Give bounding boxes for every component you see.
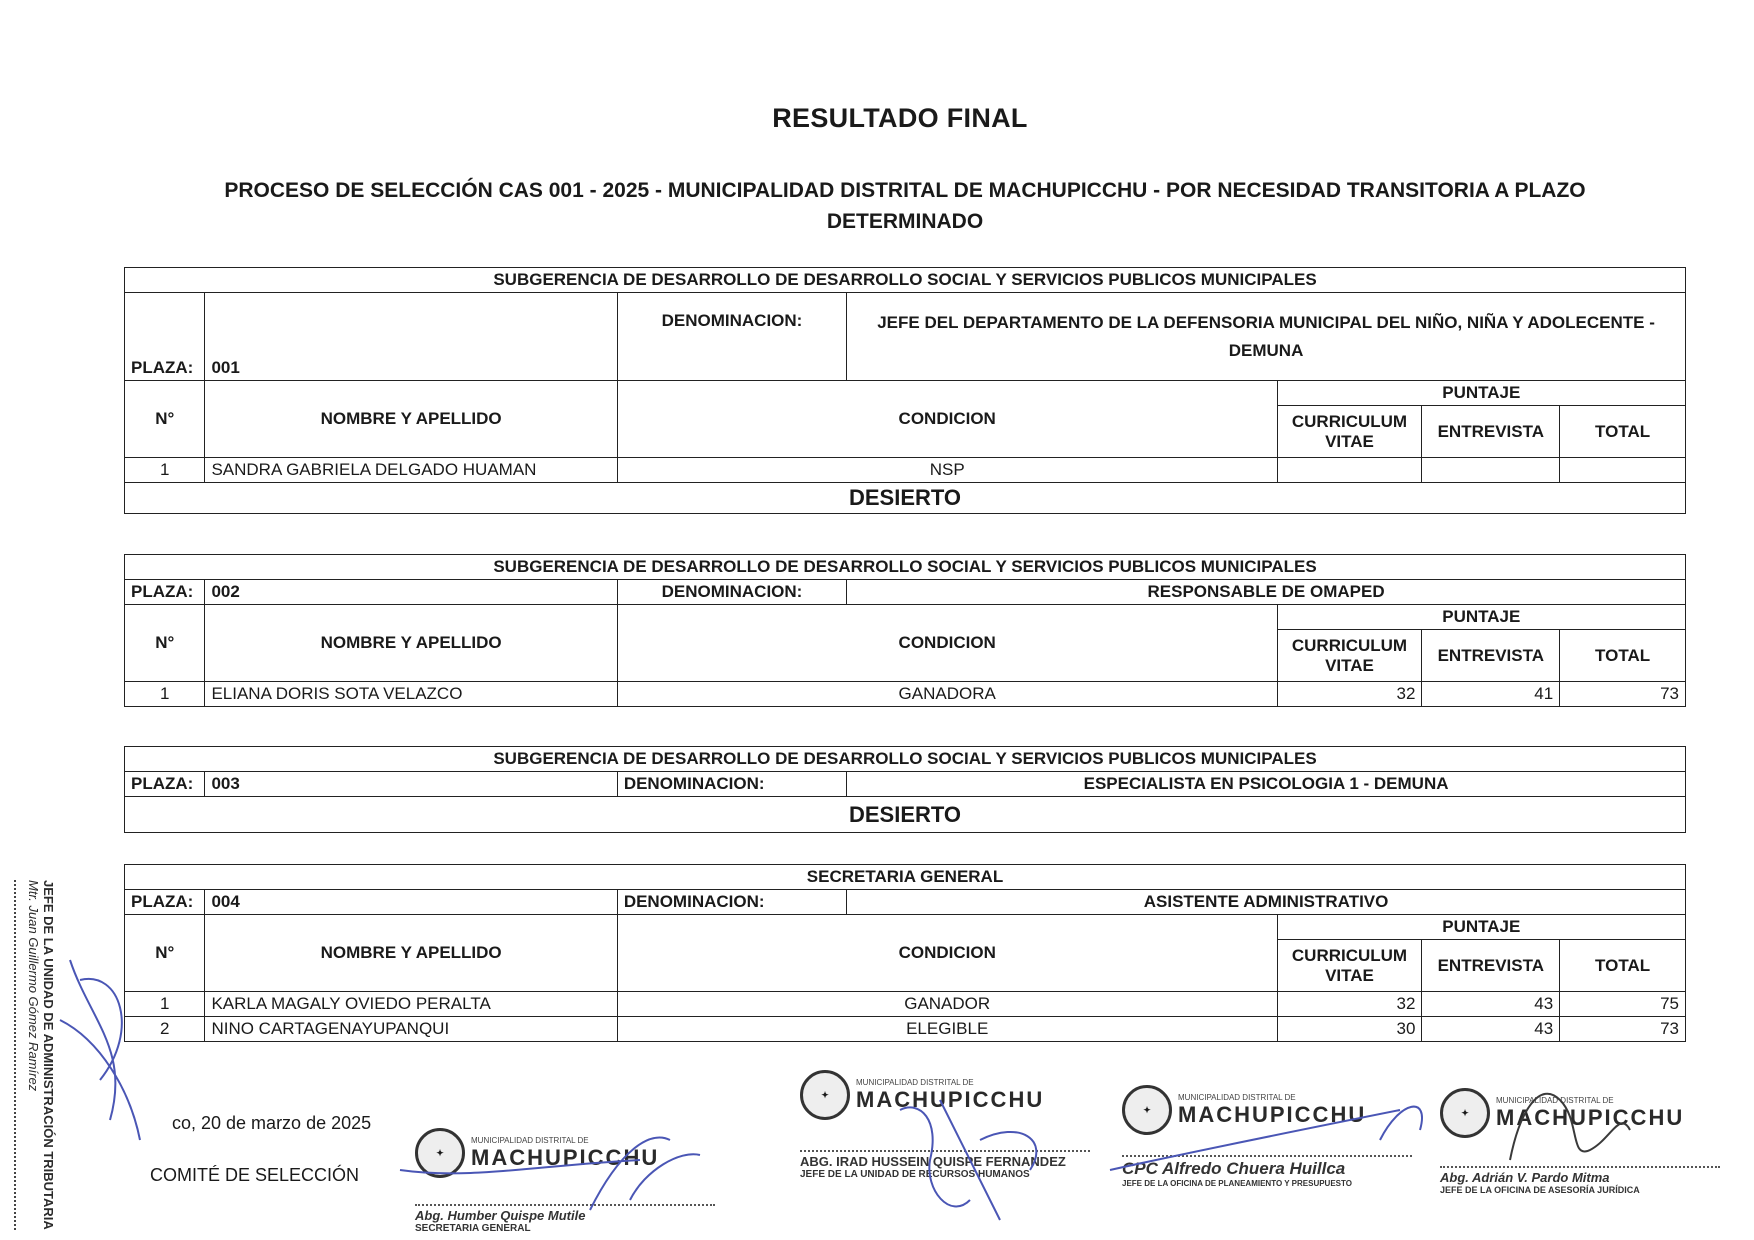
plaza-number: 002 (205, 580, 617, 605)
col-puntaje: PUNTAJE (1277, 605, 1685, 630)
col-puntaje: PUNTAJE (1277, 915, 1685, 940)
col-cv: CURRICULUM VITAE (1277, 406, 1422, 458)
row-num: 1 (125, 458, 205, 483)
municipal-logo (800, 1070, 1090, 1120)
signer-name: Abg. Adrián V. Pardo Mitma (1440, 1166, 1720, 1185)
denominacion-value: ASISTENTE ADMINISTRATIVO (847, 890, 1686, 915)
plaza-label: PLAZA: (125, 890, 205, 915)
table-row (125, 682, 1686, 707)
table-row (125, 1017, 1686, 1042)
row-condicion: ELEGIBLE (617, 1017, 1277, 1042)
logo-small-text: MUNICIPALIDAD DISTRITAL DE (471, 1135, 589, 1145)
denominacion-value: RESPONSABLE DE OMAPED (847, 580, 1686, 605)
municipal-logo (1440, 1088, 1720, 1138)
signature-block-1 (415, 1128, 715, 1234)
plaza-number: 003 (205, 772, 617, 797)
row-condicion: NSP (617, 458, 1277, 483)
col-cv: CURRICULUM VITAE (1277, 630, 1422, 682)
municipal-seal-icon: ✦ (1122, 1085, 1172, 1135)
col-entrevista: ENTREVISTA (1422, 406, 1560, 458)
plaza-block-004 (124, 864, 1686, 1042)
signer-role: JEFE DE LA OFICINA DE PLANEAMIENTO Y PRESUPUESTO (1122, 1179, 1352, 1188)
signature-block-2 (800, 1070, 1090, 1180)
side-stamp-role: JEFE DE LA UNIDAD DE ADMINISTRACIÓN TRIBUTARIA (41, 880, 56, 1230)
footer-comite: COMITÉ DE SELECCIÓN (150, 1165, 360, 1185)
row-num: 1 (125, 682, 205, 707)
plaza-number: 001 (205, 293, 617, 381)
logo-brand: MACHUPICCHU (856, 1086, 1045, 1112)
row-total: 73 (1560, 1017, 1686, 1042)
row-entrevista: 41 (1422, 682, 1560, 707)
table-row (125, 992, 1686, 1017)
row-cv: 32 (1277, 992, 1422, 1017)
denominacion-label: DENOMINACION: (617, 772, 846, 797)
logo-brand: MACHUPICCHU (1178, 1101, 1367, 1127)
signature-block-3 (1122, 1085, 1412, 1188)
logo-brand: MACHUPICCHU (471, 1144, 660, 1170)
row-nombre: NINO CARTAGENAYUPANQUI (205, 1017, 617, 1042)
col-num: N° (125, 915, 205, 992)
row-condicion: GANADORA (617, 682, 1277, 707)
plaza-block-002 (124, 554, 1686, 707)
logo-small-text: MUNICIPALIDAD DISTRITAL DE (1178, 1092, 1296, 1102)
municipal-seal-icon: ✦ (800, 1070, 850, 1120)
municipal-logo (415, 1128, 715, 1178)
col-nombre: NOMBRE Y APELLIDO (205, 381, 617, 458)
row-nombre: ELIANA DORIS SOTA VELAZCO (205, 682, 617, 707)
col-entrevista: ENTREVISTA (1422, 940, 1560, 992)
area-header: SUBGERENCIA DE DESARROLLO DE DESARROLLO SOCIAL Y SERVICIOS PUBLICOS MUNICIPALES (125, 268, 1686, 293)
area-header: SUBGERENCIA DE DESARROLLO DE DESARROLLO SOCIAL Y SERVICIOS PUBLICOS MUNICIPALES (125, 555, 1686, 580)
row-cv: 32 (1277, 682, 1422, 707)
table-row (125, 458, 1686, 483)
logo-brand: MACHUPICCHU (1496, 1104, 1685, 1130)
row-num: 2 (125, 1017, 205, 1042)
side-stamp-name: Mtr. Juan Guillermo Gómez Ramírez (26, 880, 41, 1092)
row-condicion: GANADOR (617, 992, 1277, 1017)
area-header: SECRETARIA GENERAL (125, 865, 1686, 890)
row-cv: 30 (1277, 1017, 1422, 1042)
resultado-desierto: DESIERTO (125, 797, 1686, 833)
row-entrevista (1422, 458, 1560, 483)
row-entrevista: 43 (1422, 1017, 1560, 1042)
plaza-block-001 (124, 267, 1686, 514)
municipal-seal-icon: ✦ (415, 1128, 465, 1178)
signer-name: Abg. Humber Quispe Mutile (415, 1204, 715, 1223)
col-cv: CURRICULUM VITAE (1277, 940, 1422, 992)
col-total: TOTAL (1560, 940, 1686, 992)
row-num: 1 (125, 992, 205, 1017)
area-header: SUBGERENCIA DE DESARROLLO DE DESARROLLO SOCIAL Y SERVICIOS PUBLICOS MUNICIPALES (125, 747, 1686, 772)
col-condicion: CONDICION (617, 381, 1277, 458)
signer-role: SECRETARIA GENERAL (415, 1223, 531, 1234)
row-nombre: SANDRA GABRIELA DELGADO HUAMAN (205, 458, 617, 483)
document-title: RESULTADO FINAL (772, 103, 1028, 133)
denominacion-label: DENOMINACION: (617, 890, 846, 915)
logo-small-text: MUNICIPALIDAD DISTRITAL DE (856, 1077, 974, 1087)
row-cv (1277, 458, 1422, 483)
row-total: 75 (1560, 992, 1686, 1017)
signer-role: JEFE DE LA UNIDAD DE RECURSOS HUMANOS (800, 1169, 1030, 1180)
plaza-label: PLAZA: (125, 293, 205, 381)
document-subtitle: PROCESO DE SELECCIÓN CAS 001 - 2025 - MUNICIPALIDAD DISTRITAL DE MACHUPICCHU - POR NECESIDAD TRANSITORIA A PLAZO DETERMINADO (224, 179, 1586, 233)
plaza-number: 004 (205, 890, 617, 915)
resultado-desierto: DESIERTO (125, 483, 1686, 514)
col-total: TOTAL (1560, 406, 1686, 458)
signature-block-4 (1440, 1088, 1720, 1195)
denominacion-value: JEFE DEL DEPARTAMENTO DE LA DEFENSORIA MUNICIPAL DEL NIÑO, NIÑA Y ADOLECENTE - DEMUNA (847, 293, 1686, 381)
col-condicion: CONDICION (617, 915, 1277, 992)
signer-name: CPC Alfredo Chuera Huillca (1122, 1155, 1412, 1179)
col-total: TOTAL (1560, 630, 1686, 682)
denominacion-label: DENOMINACION: (617, 580, 846, 605)
logo-small-text: MUNICIPALIDAD DISTRITAL DE (1496, 1095, 1614, 1105)
signer-name: ABG. IRAD HUSSEIN QUISPE FERNANDEZ (800, 1150, 1090, 1169)
municipal-seal-icon: ✦ (1440, 1088, 1490, 1138)
plaza-label: PLAZA: (125, 580, 205, 605)
col-num: N° (125, 605, 205, 682)
footer-date: co, 20 de marzo de 2025 (172, 1113, 372, 1133)
col-entrevista: ENTREVISTA (1422, 630, 1560, 682)
side-stamp (14, 880, 56, 1230)
municipal-logo (1122, 1085, 1412, 1135)
col-condicion: CONDICION (617, 605, 1277, 682)
col-puntaje: PUNTAJE (1277, 381, 1685, 406)
col-nombre: NOMBRE Y APELLIDO (205, 605, 617, 682)
row-total: 73 (1560, 682, 1686, 707)
plaza-block-003 (124, 746, 1686, 833)
col-nombre: NOMBRE Y APELLIDO (205, 915, 617, 992)
row-entrevista: 43 (1422, 992, 1560, 1017)
denominacion-value: ESPECIALISTA EN PSICOLOGIA 1 - DEMUNA (847, 772, 1686, 797)
col-num: N° (125, 381, 205, 458)
plaza-label: PLAZA: (125, 772, 205, 797)
row-total (1560, 458, 1686, 483)
row-nombre: KARLA MAGALY OVIEDO PERALTA (205, 992, 617, 1017)
denominacion-label: DENOMINACION: (617, 293, 846, 381)
signer-role: JEFE DE LA OFICINA DE ASESORÍA JURÍDICA (1440, 1185, 1640, 1195)
